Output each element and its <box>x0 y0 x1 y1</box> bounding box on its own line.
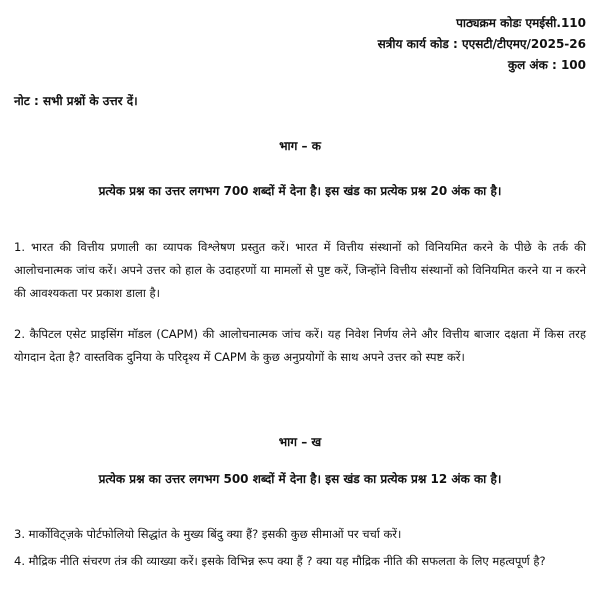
question-1 <box>14 236 586 305</box>
note-text: नोट : सभी प्रश्नों के उत्तर दें। <box>14 94 138 108</box>
course-code: पाठ्यक्रम कोडः एमईसी.110 <box>456 16 586 30</box>
question-text: 4. मौद्रिक नीति संचरण तंत्र की व्याख्या करें। इसके विभिन्न रूप क्या हैं ? क्या यह मौद्रिक नीति की सफलता के लिए महत्वपूर्ण है? <box>14 554 546 568</box>
question-text: 1. भारत की वित्तीय प्रणाली का व्यापक विश्लेषण प्रस्तुत करें। भारत में वित्तीय संस्थानों को विनियमित करने के पीछे के तर्क की आलोचनात्मक जांच करें। अपने उत्तर को हाल के उदाहरणों या मामलों से पुष्ट करें, जिन्होंने वित्तीय संस्थानों को विनियमित करने या न करने की आवश्यकता पर प्रकाश डाला है। <box>14 240 586 300</box>
question-text: 3. मार्कोविट्ज़के पोर्टफोलियो सिद्धांत के मुख्य बिंदु क्या हैं? इसकी कुछ सीमाओं पर चर्चा करें। <box>14 527 402 541</box>
question-3 <box>14 523 586 546</box>
question-text: 2. कैपिटल एसेट प्राइसिंग मॉडल (CAPM) की आलोचनात्मक जांच करें। यह निवेश निर्णय लेने और वित्तीय बाजार दक्षता में किस तरह योगदान देता है? वास्तविक दुनिया के परिदृश्य में CAPM के कुछ अनुप्रयोगों के साथ अपने उत्तर को स्पष्ट करें। <box>14 327 586 364</box>
section-a-title: भाग – क <box>279 139 321 153</box>
total-marks: कुल अंक : 100 <box>507 58 586 72</box>
question-4 <box>14 550 586 573</box>
question-2 <box>14 323 586 369</box>
section-b-title: भाग – ख <box>278 435 322 449</box>
assignment-code: सत्रीय कार्य कोड : एएसटी/टीएमए/2025-26 <box>377 37 586 51</box>
section-b-instruction: प्रत्येक प्रश्न का उत्तर लगभग 500 शब्दों में देना है। इस खंड का प्रत्येक प्रश्न 12 अंक का है। <box>98 472 502 486</box>
section-a-instruction: प्रत्येक प्रश्न का उत्तर लगभग 700 शब्दों में देना है। इस खंड का प्रत्येक प्रश्न 20 अंक का है। <box>98 184 502 198</box>
